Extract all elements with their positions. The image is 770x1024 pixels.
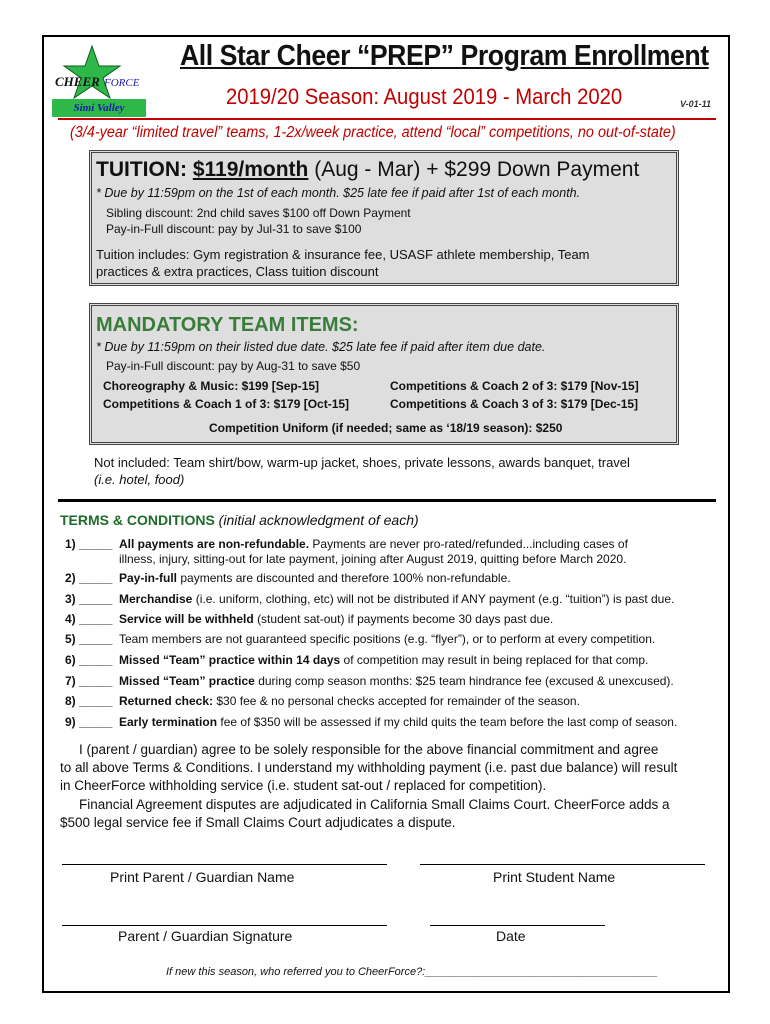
tuition-includes-line1: Tuition includes: Gym registration & insurance fee, USASF athlete membership, Team bbox=[96, 247, 590, 262]
tuition-amount: $119/month bbox=[192, 158, 309, 181]
term-number[interactable]: 2) _____ bbox=[65, 571, 113, 585]
term-text bbox=[119, 612, 553, 626]
tuition-pay-in-full: Pay-in-Full discount: pay by Jul-31 to save $100 bbox=[106, 222, 362, 236]
term-detail: Payments are never pro-rated/refunded...including cases of bbox=[312, 537, 628, 551]
season-dates: 2019/20 Season: August 2019 - March 2020 bbox=[226, 84, 623, 109]
term-bold: Missed “Team” practice within 14 days bbox=[119, 653, 341, 667]
term-number[interactable]: 8) _____ bbox=[65, 694, 113, 708]
term-number[interactable]: 3) _____ bbox=[65, 592, 113, 606]
tuition-includes-line2: practices & extra practices, Class tuition discount bbox=[96, 264, 379, 279]
referral-question[interactable]: If new this season, who referred you to CheerForce?:______________________________________ bbox=[166, 966, 658, 978]
term-detail: fee of $350 will be assessed if my child quits the team before the last comp of season. bbox=[220, 715, 678, 729]
term-bold: Merchandise bbox=[119, 592, 193, 606]
logo-location: Simi Valley bbox=[52, 99, 146, 117]
term-bold: Pay-in-full bbox=[119, 571, 178, 585]
term-text bbox=[119, 715, 677, 729]
term-text bbox=[119, 537, 628, 551]
parent-name-label: Print Parent / Guardian Name bbox=[110, 869, 295, 885]
term-number[interactable]: 4) _____ bbox=[65, 612, 113, 626]
svg-text:FORCE: FORCE bbox=[104, 77, 140, 89]
agreement-line2: to all above Terms & Conditions. I understand my withholding payment (i.e. past due balance) will result bbox=[60, 760, 678, 775]
parent-signature-line[interactable] bbox=[62, 925, 387, 926]
mandatory-pay-in-full: Pay-in-Full discount: pay by Aug-31 to save $50 bbox=[106, 359, 361, 373]
item-comp-2: Competitions & Coach 2 of 3: $179 [Nov-15] bbox=[390, 379, 639, 393]
term-bold: Early termination bbox=[119, 715, 218, 729]
term-number[interactable]: 9) _____ bbox=[65, 715, 113, 729]
term-text bbox=[119, 653, 648, 667]
term-bold: Missed “Team” practice bbox=[119, 674, 255, 688]
date-label: Date bbox=[496, 928, 526, 944]
term-number[interactable]: 5) _____ bbox=[65, 632, 113, 646]
item-choreography: Choreography & Music: $199 [Sep-15] bbox=[103, 379, 320, 393]
student-name-line[interactable] bbox=[420, 864, 705, 865]
term-bold: Returned check: bbox=[119, 694, 214, 708]
term-detail: (i.e. uniform, clothing, etc) will not be distributed if ANY payment (e.g. “tuition”) is past due. bbox=[195, 592, 675, 606]
terms-note: (initial acknowledgment of each) bbox=[218, 512, 419, 528]
section-divider bbox=[58, 499, 716, 502]
mandatory-heading: MANDATORY TEAM ITEMS: bbox=[96, 314, 359, 336]
agreement-line1: I (parent / guardian) agree to be solely responsible for the above financial commitment and agree bbox=[79, 742, 659, 757]
term-text bbox=[119, 694, 580, 708]
program-subtitle: (3/4-year “limited travel” teams, 1-2x/week practice, attend “local” competitions, no out-of-state) bbox=[70, 124, 676, 141]
term-number[interactable]: 1) _____ bbox=[65, 537, 113, 551]
mandatory-due-note: * Due by 11:59pm on their listed due date. $25 late fee if paid after item due date. bbox=[96, 340, 546, 354]
logo-text: CHEER bbox=[55, 74, 100, 89]
uniform-item: Competition Uniform (if needed; same as ‘18/19 season): $250 bbox=[209, 421, 563, 435]
agreement-line3: in CheerForce withholding service (i.e. student sat-out / replaced for competition). bbox=[60, 778, 547, 793]
term-detail: during comp season months: $25 team hindrance fee (excused & unexcused). bbox=[258, 674, 674, 688]
sibling-discount: Sibling discount: 2nd child saves $100 off Down Payment bbox=[106, 206, 411, 220]
not-included-line1: Not included: Team shirt/bow, warm-up jacket, shoes, private lessons, awards banquet, travel bbox=[94, 455, 630, 470]
term-number[interactable]: 7) _____ bbox=[65, 674, 113, 688]
tuition-due-note: * Due by 11:59pm on the 1st of each month. $25 late fee if paid after 1st of each month. bbox=[96, 186, 581, 200]
parent-signature-label: Parent / Guardian Signature bbox=[118, 928, 293, 944]
term-bold: Service will be withheld bbox=[119, 612, 254, 626]
student-name-label: Print Student Name bbox=[493, 869, 616, 885]
page-title: All Star Cheer “PREP” Program Enrollment bbox=[180, 40, 709, 72]
term-text bbox=[119, 632, 655, 646]
terms-heading bbox=[60, 512, 419, 528]
term-detail: payments are discounted and therefore 100% non-refundable. bbox=[180, 571, 511, 585]
tuition-label: TUITION: bbox=[96, 158, 187, 181]
term-bold: All payments are non-refundable. bbox=[119, 537, 310, 551]
tuition-rest: (Aug - Mar) + $299 Down Payment bbox=[314, 158, 640, 181]
term-text-line2: illness, injury, sitting-out for late payment, joining after August 2019, quitting before March 2020. bbox=[119, 552, 627, 566]
term-text bbox=[119, 592, 674, 606]
star-logo-icon bbox=[52, 44, 146, 102]
not-included-line2: (i.e. hotel, food) bbox=[94, 472, 185, 487]
term-number[interactable]: 6) _____ bbox=[65, 653, 113, 667]
agreement-line4: Financial Agreement disputes are adjudicated in California Small Claims Court. CheerForce adds a bbox=[79, 797, 670, 812]
item-comp-1: Competitions & Coach 1 of 3: $179 [Oct-15] bbox=[103, 397, 350, 411]
term-detail: of competition may result in being replaced for that comp. bbox=[343, 653, 649, 667]
term-detail: $30 fee & no personal checks accepted for remainder of the season. bbox=[216, 694, 580, 708]
tuition-heading bbox=[96, 158, 639, 182]
item-comp-3: Competitions & Coach 3 of 3: $179 [Dec-15] bbox=[390, 397, 639, 411]
term-detail: (student sat-out) if payments become 30 days past due. bbox=[257, 612, 554, 626]
date-line[interactable] bbox=[430, 925, 605, 926]
agreement-line5: $500 legal service fee if Small Claims Court adjudicates a dispute. bbox=[60, 815, 456, 830]
terms-label: TERMS & CONDITIONS bbox=[60, 512, 215, 528]
term-text bbox=[119, 674, 674, 688]
term-text bbox=[119, 571, 511, 585]
header-divider bbox=[58, 118, 716, 120]
parent-name-line[interactable] bbox=[62, 864, 387, 865]
term-detail: Team members are not guaranteed specific positions (e.g. “flyer”), or to perform at every competition. bbox=[119, 632, 656, 646]
version-code: V-01-11 bbox=[680, 99, 712, 109]
